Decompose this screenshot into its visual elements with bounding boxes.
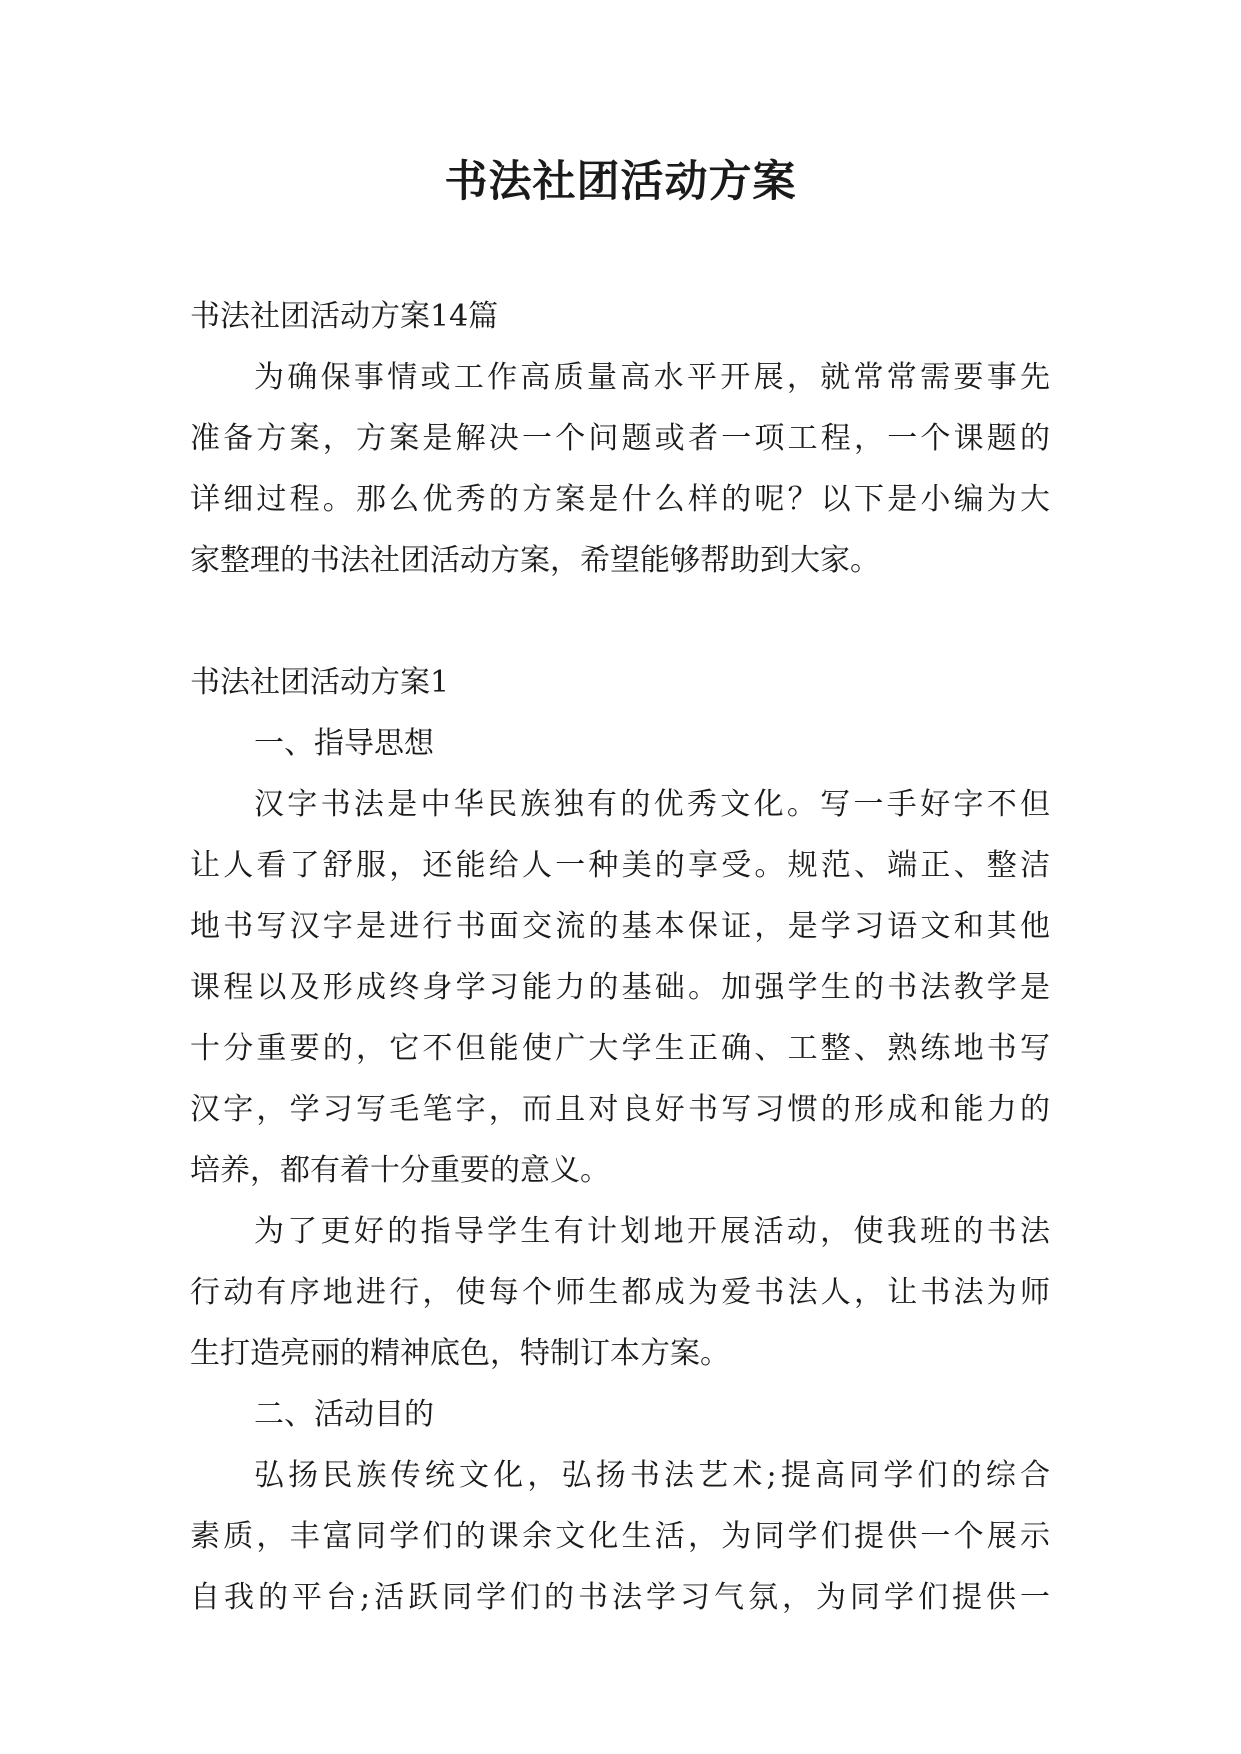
- subtitle-line: 书法社团活动方案14篇: [190, 299, 499, 334]
- body-line: 汉字书法是中华民族独有的优秀文化。写一手好字不但: [254, 787, 1050, 822]
- subsection-heading: 二、活动目的: [254, 1397, 434, 1432]
- body-line: 生打造亮丽的精神底色，特制订本方案。: [190, 1336, 730, 1371]
- subsection-heading: 一、指导思想: [254, 726, 434, 761]
- paragraph-spacer: [190, 591, 1050, 652]
- document-title: 书法社团活动方案: [444, 157, 797, 207]
- body-line: 详细过程。那么优秀的方案是什么样的呢？以下是小编为大: [190, 482, 1050, 517]
- body-line: 汉字，学习写毛笔字，而且对良好书写习惯的形成和能力的: [190, 1092, 1050, 1127]
- body-line: 地书写汉字是进行书面交流的基本保证，是学习语文和其他: [190, 909, 1050, 944]
- body-line: 为确保事情或工作高质量高水平开展，就常常需要事先: [254, 360, 1050, 395]
- body-line: 十分重要的，它不但能使广大学生正确、工整、熟练地书写: [190, 1031, 1050, 1066]
- body-line: 素质，丰富同学们的课余文化生活，为同学们提供一个展示: [190, 1519, 1050, 1554]
- body-line: 培养，都有着十分重要的意义。: [190, 1153, 610, 1188]
- body-line: 为了更好的指导学生有计划地开展活动，使我班的书法: [254, 1214, 1050, 1249]
- body-line: 弘扬民族传统文化，弘扬书法艺术;提高同学们的综合: [254, 1458, 1050, 1493]
- section-heading: 书法社团活动方案1: [190, 665, 450, 700]
- document-body: [190, 286, 1050, 1628]
- body-line: 自我的平台;活跃同学们的书法学习气氛，为同学们提供一: [190, 1580, 1050, 1615]
- body-line: 课程以及形成终身学习能力的基础。加强学生的书法教学是: [190, 970, 1050, 1005]
- body-line: 准备方案，方案是解决一个问题或者一项工程，一个课题的: [190, 421, 1050, 456]
- body-line: 让人看了舒服，还能给人一种美的享受。规范、端正、整洁: [190, 848, 1050, 883]
- body-line: 家整理的书法社团活动方案，希望能够帮助到大家。: [190, 543, 880, 578]
- body-line: 行动有序地进行，使每个师生都成为爱书法人，让书法为师: [190, 1275, 1050, 1310]
